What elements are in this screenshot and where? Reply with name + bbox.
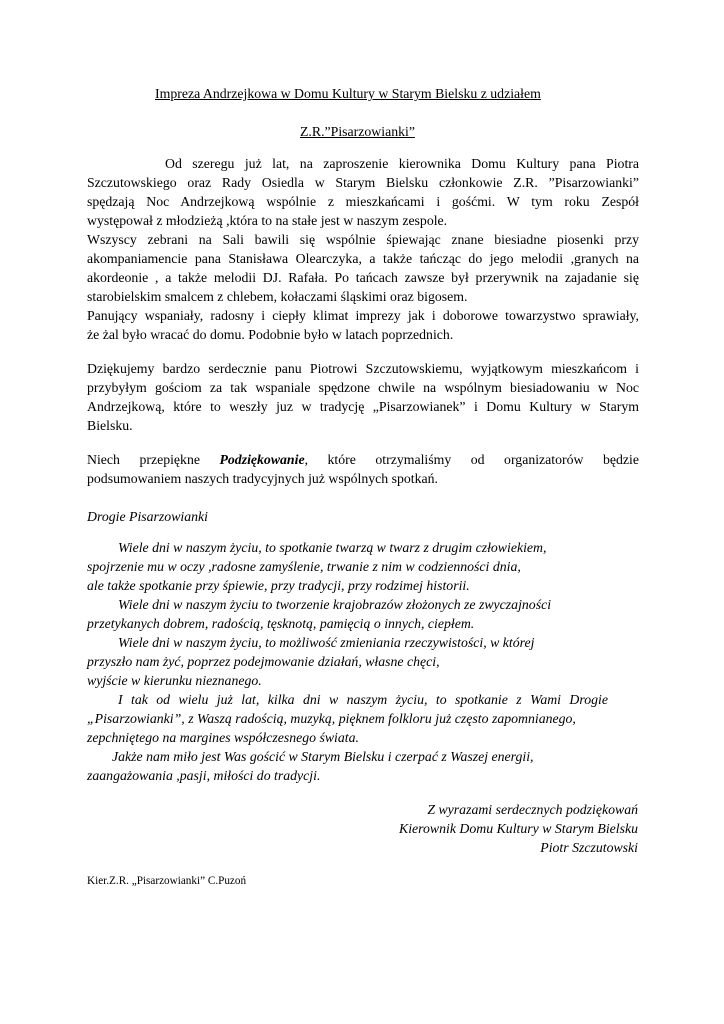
- letter-signature-name: Piotr Szczutowski: [540, 840, 638, 855]
- letter-line: Wiele dni w naszym życiu, to spotkanie twarzą w twarz z drugim człowiekiem,: [118, 540, 547, 555]
- para1-line: Szczutowskiego oraz Rady Osiedla w Starym Bielsku członkowie Z.R. ”Pisarzowianki”: [87, 175, 639, 190]
- para3-line: Panujący wspaniały, radosny i ciepły klimat imprezy jak i doborowe towarzystwo sprawiały,: [87, 308, 639, 323]
- document-title: Impreza Andrzejkowa w Domu Kultury w Starym Bielsku z udziałem: [155, 86, 541, 101]
- para2-line: Wszyscy zebrani na Sali bawili się wspólnie śpiewając znane biesiadne piosenki przy: [87, 232, 639, 247]
- letter-line: Wiele dni w naszym życiu, to możliwość zmieniania rzeczywistości, w której: [118, 635, 535, 650]
- para2-line: starobielskim smalcem z chlebem, kołaczami śląskimi oraz bigosem.: [87, 289, 468, 304]
- para4-line: przybyłym gościom za tak wspaniale spędzone chwile na wspólnym biesiadowaniu w Noc: [87, 380, 639, 395]
- letter-closing-title: Kierownik Domu Kultury w Starym Bielsku: [399, 821, 638, 836]
- para4-line: Andrzejkową, które to weszły juz w tradycję „Pisarzowianek” i Domu Kultury w Starym: [87, 399, 639, 414]
- letter-line: zepchniętego na margines współczesnego świata.: [87, 730, 359, 745]
- letter-line: Wiele dni w naszym życiu to tworzenie krajobrazów złożonych ze zwyczajności: [118, 597, 552, 612]
- para5-text: , które otrzymaliśmy od organizatorów będzie: [304, 452, 640, 467]
- para1-line: występował z młodzieżą ,która to na stałe jest w naszym zespole.: [87, 213, 448, 228]
- para4-line: Dziękujemy bardzo serdecznie panu Piotrowi Szczutowskiemu, wyjątkowym mieszkańcom i: [87, 361, 639, 376]
- para5-line: podsumowaniem naszych tradycyjnych już wspólnych spotkań.: [87, 471, 438, 486]
- letter-line: zaangażowania ,pasji, miłości do tradycji.: [87, 768, 321, 783]
- letter-line: wyjście w kierunku nieznanego.: [87, 673, 262, 688]
- letter-line: „Pisarzowianki”, z Waszą radością, muzyką, pięknem folkloru już często zapomnianego,: [87, 711, 576, 726]
- para2-line: akompaniamencie pana Stanisława Olearczyka, a także tańcząc do jego melodii ,granych na: [87, 251, 639, 266]
- para2-line: akordeonie , a także melodii DJ. Rafała. Po tańcach zawsze był przerywnik na zajadanie się: [87, 270, 639, 285]
- letter-line: spojrzenie mu w oczy ,radosne zamyślenie, trwanie z nim w codzienności dnia,: [87, 559, 521, 574]
- para5-text: Niech przepiękne: [87, 452, 220, 467]
- para3-line: że żal było wracać do domu. Podobnie było w latach poprzednich.: [87, 327, 454, 342]
- para5-line: [87, 450, 639, 469]
- para1-line: spędzają Noc Andrzejkową wspólnie z mieszkańcami i gośćmi. W tym roku Zespół: [87, 194, 639, 209]
- para1-line: Od szeregu już lat, na zaproszenie kierownika Domu Kultury pana Piotra: [165, 156, 639, 171]
- letter-line: przetykanych dobrem, radością, tęsknotą, pamięcią o innych, ciepłem.: [87, 616, 475, 631]
- podziekowanie-emphasis: Podziękowanie: [219, 452, 305, 467]
- letter-closing-regards: Z wyrazami serdecznych podziękowań: [427, 802, 638, 817]
- document-subtitle: Z.R.”Pisarzowianki”: [300, 124, 415, 139]
- para4-line: Bielsku.: [87, 418, 133, 433]
- letter-line: ale także spotkanie przy śpiewie, przy tradycji, przy rodzimej historii.: [87, 578, 470, 593]
- letter-line: Jakże nam miło jest Was gościć w Starym Bielsku i czerpać z Waszej energii,: [112, 749, 534, 764]
- letter-line: przyszło nam żyć, poprzez podejmowanie działań, własne chęci,: [87, 654, 440, 669]
- letter-salutation: Drogie Pisarzowianki: [87, 509, 208, 524]
- letter-line: I tak od wielu już lat, kilka dni w naszym życiu, to spotkanie z Wami Drogie: [118, 692, 608, 707]
- footer-signature: Kier.Z.R. „Pisarzowianki” C.Puzoń: [87, 875, 247, 887]
